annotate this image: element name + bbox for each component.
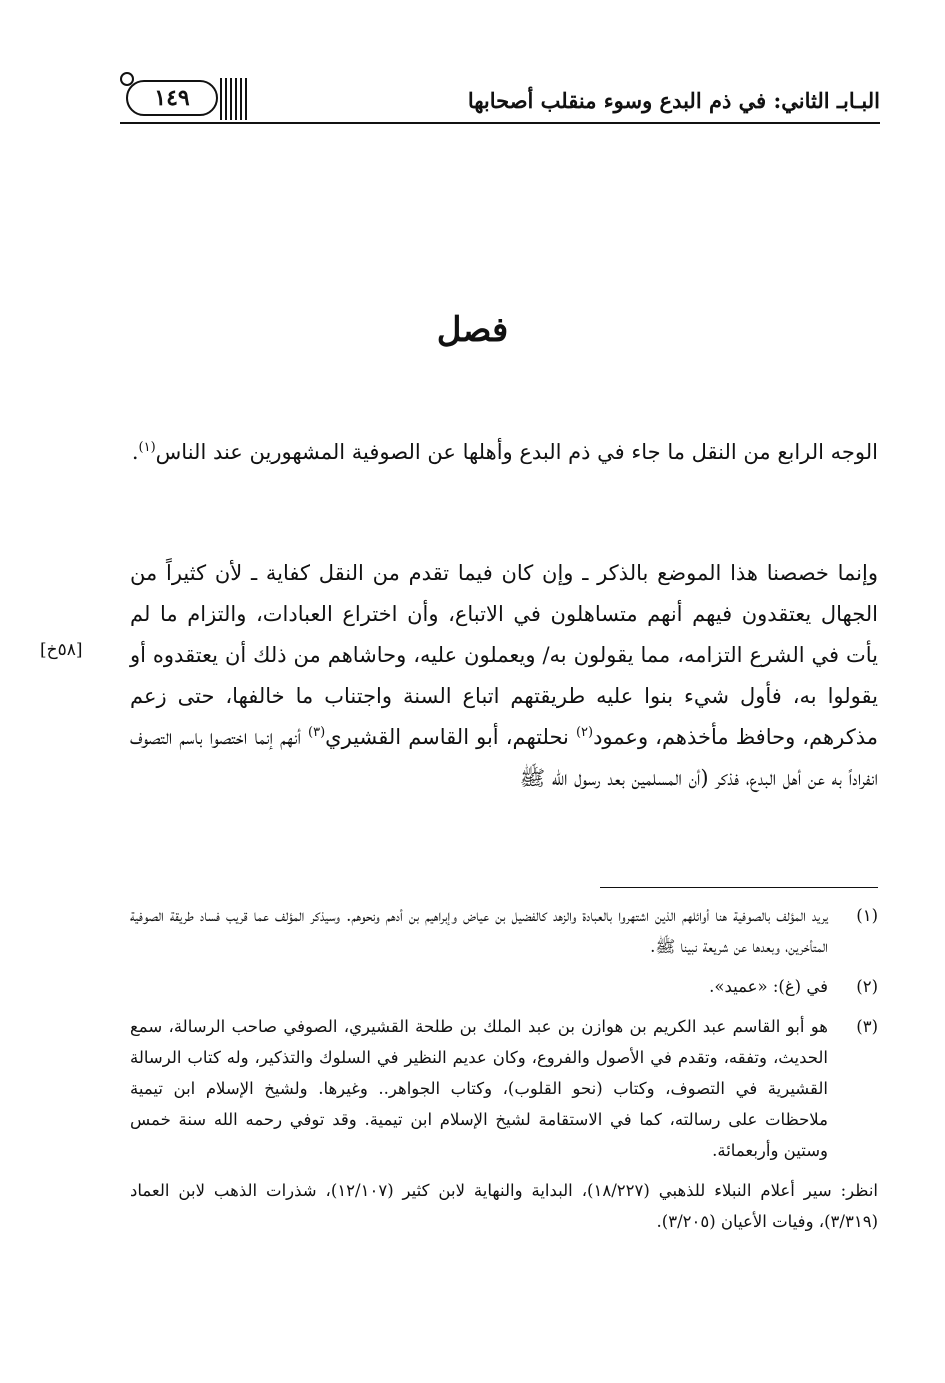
footnote-3 bbox=[130, 1011, 878, 1166]
page-number-badge bbox=[126, 80, 218, 116]
header-rule bbox=[120, 122, 880, 124]
footnotes bbox=[130, 900, 878, 1237]
footnote-3-references: انظر: سير أعلام النبلاء للذهبي (١٨/٢٢٧)، البداية والنهاية لابن كثير (١٢/١٠٧)، شذرات الذهب لابن العماد (٣/٣١٩)، وفيات الأعيان (٣/٢٠٥). bbox=[130, 1181, 878, 1231]
paragraph-1-end: . bbox=[131, 440, 139, 464]
footnote-1 bbox=[130, 900, 878, 962]
footnote-separator bbox=[600, 887, 878, 888]
footnote-ref-1: (١) bbox=[138, 440, 156, 455]
section-title: فصل bbox=[436, 310, 509, 350]
running-header bbox=[120, 70, 880, 130]
footnote-ref-3: (٣) bbox=[308, 725, 326, 740]
manuscript-margin-note: [٥٨خ] bbox=[40, 640, 83, 660]
page-number: ١٤٩ bbox=[154, 85, 190, 111]
footnote-number: (٣) bbox=[856, 1017, 878, 1036]
footnote-text: في (غ): «عميد». bbox=[709, 977, 828, 996]
paragraph-2-part3: أنهم إنما اختصوا باسم التصوف انفراداً به عن أهل البدع، فذكر (أن المسلمين بعد رسول الله ﷺ bbox=[130, 725, 878, 790]
footnote-text: هو أبو القاسم عبد الكريم بن هوازن بن عبد الملك بن طلحة القشيري، الصوفي صاحب الرسالة، سمع الحديث، وتفقه، وتقدم في الأصول والفروع، وكان عديم النظير في السلوك والتذكير، وله كتاب الرسالة القشيرية في التصوف، وكتاب (نحو القلوب)، وكتاب الجواهر.. وغيرها. ولشيخ الإسلام ابن تيمية ملاحظات على رسالته، كما في الاستقامة لشيخ الإسلام ابن تيمية. وقد توفي رحمه الله سنة خمس وستين وأربعمائة. bbox=[130, 1017, 828, 1160]
footnote-2 bbox=[130, 971, 878, 1002]
page-ornament-bars bbox=[220, 78, 250, 120]
footnote-number: (١) bbox=[856, 906, 878, 925]
header-title: البـابـ الثاني: في ذم البدع وسوء منقلب أصحابها bbox=[467, 88, 880, 113]
paragraph-2 bbox=[130, 553, 940, 799]
footnote-text: يريد المؤلف بالصوفية هنا أوائلهم الذين اشتهروا بالعبادة والزهد كالفضيل بن عياض وإبراهيم بن أدهم ونحوهم. وسيذكر المؤلف عما قريب فساد طريقة الصوفية المتأخرين، وبعدها عن شريعة نبينا ﷺ. bbox=[130, 906, 828, 956]
paragraph-1 bbox=[130, 432, 940, 473]
paragraph-1-text: الوجه الرابع من النقل ما جاء في ذم البدع وأهلها عن الصوفية المشهورين عند الناس bbox=[155, 440, 878, 464]
paragraph-2-part1: وإنما خصصنا هذا الموضع بالذكر ـ وإن كان فيما تقدم من النقل كفاية ـ لأن كثيراً من الجهال يعتقدون فيهم أنهم متساهلون في الاتباع، وأن اختراع العبادات، والتزام ما لم يأت في الشرع التزامه، مما يقولون به/ ويعملون عليه، وحاشاهم من ذلك أن يعتقدوه أو يقولوا به، فأول شيء بنوا عليه طريقتهم اتباع السنة واجتناب ما خالفها، حتى زعم مذكرهم، وحافظ مأخذهم، وعمود bbox=[130, 561, 878, 749]
footnote-number: (٢) bbox=[856, 977, 878, 996]
paragraph-2-part2: نحلتهم، أبو القاسم القشيري bbox=[325, 725, 576, 749]
ornament-circle-icon bbox=[120, 72, 134, 86]
footnote-ref-2: (٢) bbox=[575, 725, 594, 740]
